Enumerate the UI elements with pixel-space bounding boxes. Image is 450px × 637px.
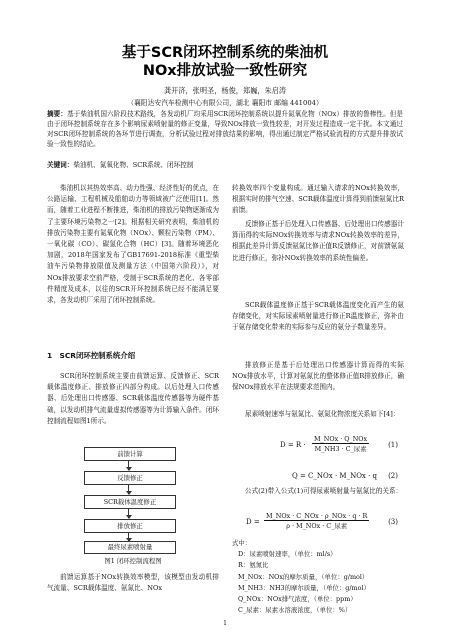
page-number: 1 — [223, 620, 227, 627]
section1-heading: 1 SCR闭环控制系统介绍 — [47, 351, 136, 360]
flow-step-temperature: SCR载体温度修正 — [84, 495, 176, 509]
temperature-paragraph: SCR载体温度修正基于SCR载体温度变化而产生的氨存储变化，对实际尿素喷射量进行修正R温度修正，弥补由于氨存储变化带来的实际参与反应的氨分子数量差异。 — [232, 301, 404, 332]
eq1-number: (1) — [388, 441, 398, 449]
flow-step-feedforward: 前馈计算 — [84, 447, 176, 461]
affiliation: （襄阳达安汽车检测中心有限公司，湖北 襄阳市 邮编 441004） — [127, 99, 323, 107]
feedforward-paragraph: 前馈运算基于NOx转换效率模型，该模型由发动机排气流量、SCR载体温度、氨氮比、NOx — [47, 573, 219, 593]
paper-title-line1: 基于SCR闭环控制系统的柴油机 — [121, 45, 329, 61]
section1-paragraph: SCR闭环控制系统主要由前馈运算、反馈修正、SCR载体温度修正、排放修正四部分构成。以后处理入口传感器、后处理出口传感器、SCR载体温度传感器等为硬件基础，以发动机排气流量虚拟传感器等为计算输入条件。闭环控制流程如图1所示。 — [47, 372, 219, 425]
keywords — [47, 160, 403, 170]
emission-paragraph: 排放修正是基于后处理出口传感器计算而得的实际NOx排放水平，计算对氨氮比的整体修正值R排放修正，确保NOx排放水平在法规要求范围内。 — [232, 361, 404, 392]
abstract-text: 基于柴油机国六阶段技术路线，各发动机厂均采用SCR闭环控制系统以提升氮氧化物（NOx）排放的鲁棒性。但是由于闭环控制系统存在多个影响尿素喷射量的修正变量，导致NOx排放一致性较差，对开发过程造成一定干扰。本文通过对SCR闭环控制系统的各环节进行调查，分析试验过程对排放结果的影响，得出通过制定严格试验流程的方式提升排放试验一致性的结论。 — [47, 110, 404, 148]
eq1-lhs: D = R · — [280, 441, 306, 449]
eq3-lhs: D = — [246, 518, 260, 526]
formula-var: R：氨氮比 — [238, 561, 269, 570]
flow-arrow-1 — [128, 461, 129, 470]
figure-caption: 图1 闭环控制流程图 — [104, 557, 162, 565]
eq3-fraction — [264, 512, 369, 530]
feedback-paragraph: 反馈修正基于后处理入口传感器、后处理出口传感器计算而得的实际NOx转换效率与请求NOx转换效率的差异，根据此差异计算反馈氨氮比修正值R反馈修正，对前馈氨氮比进行修正，弥补NOx转换效率的系统性偏差。 — [232, 220, 404, 262]
formula-var: D：尿素喷射速率，（单位：ml/s） — [238, 550, 337, 559]
formula-variable-list — [232, 538, 404, 616]
eq3-denominator: ρ · M_NOx · C_尿素 — [286, 522, 348, 530]
formula-var: Q_NOx：NOx排气浓度，（单位：ppm） — [238, 595, 357, 604]
authors: 龚开济，张明圣，杨俊，郑巍，朱启涛 — [163, 86, 287, 95]
right-para-2 — [232, 219, 404, 264]
flow-arrow-4 — [128, 533, 129, 541]
left-para-section1 — [47, 371, 219, 427]
keywords-text: 柴油机、氮氧化物、SCR系统、闭环控制 — [73, 161, 194, 169]
injection-paragraph: 尿素喷射速率与氨氮比、氨氮化物浓度关系如下[4]： — [245, 410, 400, 418]
keywords-label: 关键词： — [47, 161, 74, 169]
formula-var: C_尿素：尿素水溶液浓度，（单位：%） — [238, 606, 352, 615]
eq1-numerator: M_NOx · Q_NOx — [314, 435, 368, 443]
paper-title-line2: NOx排放试验一致性研究 — [142, 63, 308, 79]
eq3-number: (3) — [388, 518, 398, 526]
eq3-numerator: M_NOx · C_NOx · ρ_NOx · q · R — [266, 512, 368, 520]
flow-step-emission: 排放修正 — [84, 519, 176, 533]
left-para-feedforward — [47, 572, 219, 594]
eq1-fraction — [312, 435, 369, 453]
formula-var: M_NH3：NH3的摩尔质量，（单位：g/mol） — [238, 583, 370, 592]
right-para-1 — [232, 183, 404, 217]
right-para-6 — [232, 486, 404, 497]
substitution-paragraph: 公式(2)带入公式(1)可得尿素喷射量与氨氮比的关系： — [245, 487, 403, 495]
eq2-number: (2) — [388, 472, 398, 480]
right-para-3 — [232, 300, 404, 334]
flow-step-feedback: 反馈修正 — [84, 471, 176, 485]
intro-paragraph: 柴油机以其热效率高、动力性强、经济性好的优点，在公路运输、工程机械及船舶动力等领域被广泛使用[1]。然而，随着工业进程不断推进，柴油机的排放污染物逐渐成为了主要环境污染物之一[2]。根据相关研究表明，柴油机的排放污染物主要有氮氧化物（NOx）、颗粒污染物（PM）、一氧化碳（CO）、碳氢化合物（HC）[3]。随着环境恶化加剧，2018年国家发布了GB17691-2018标准《重型柴油车污染物排放限值及测量方法（中国第六阶段）》，对NOx排放要求空前严格，受制于SCR系统的老化、各零部件精度及成本，以往的SCR开环控制系统已经不能满足要求，各发动机厂采用了闭环控制系统。 — [47, 184, 219, 305]
right-para-5 — [232, 409, 404, 420]
formula-var: M_NOx：NOx的摩尔质量，（单位：g/mol） — [238, 572, 369, 581]
right-para-4 — [232, 360, 404, 394]
eq2-text: Q = C_NOx · M_NOx · q — [292, 472, 378, 480]
flow-arrow-2 — [128, 485, 129, 494]
conversion-paragraph: 转换效率四个变量构成。通过输入请求的NOx转换效率，根据实时的排气空速、SCR载体温度计算得到前馈氨氮比R前馈。 — [232, 184, 404, 215]
abstract-label: 摘要： — [47, 110, 67, 118]
flow-step-final: 最终尿素喷射量 — [84, 541, 176, 554]
eq1-denominator: M_NH3 · C_尿素 — [314, 445, 367, 453]
flow-arrow-3 — [128, 509, 129, 518]
left-para-intro — [47, 183, 219, 306]
formula-intro: 式中： — [232, 539, 252, 547]
abstract — [47, 110, 403, 150]
